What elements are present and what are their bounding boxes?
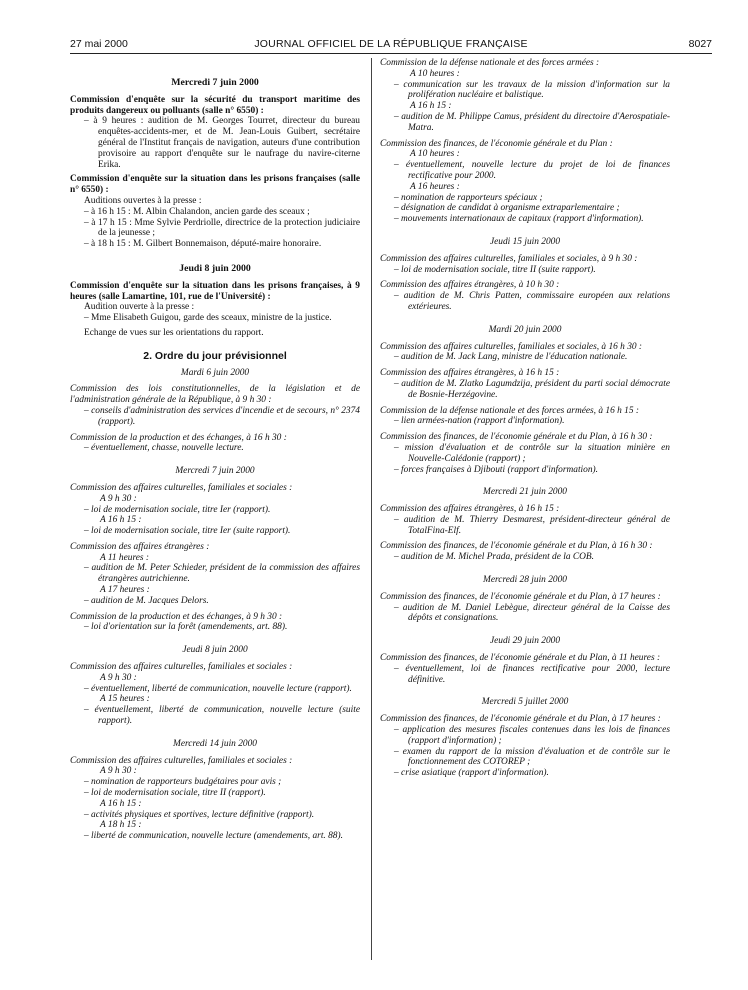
section-heading: 2. Ordre du jour prévisionnel [143, 349, 287, 362]
agenda-time: A 18 h 15 : [100, 820, 142, 831]
agenda-item: – éventuellement, nouvelle lecture du projet de loi de finances rectificative pour 2000. [394, 160, 670, 181]
agenda-item: – audition de M. Thierry Desmarest, président-directeur général de TotalFina-Elf. [394, 514, 670, 536]
commission-title: Commission d'enquête sur la situation dans les prisons françaises (salle n° 6550) : [70, 174, 360, 196]
commission-title: Commission des finances, de l'économie générale et du Plan, à 11 heures : [380, 653, 661, 664]
day-heading: Mercredi 7 juin 2000 [171, 77, 259, 88]
agenda-item: – audition de M. Chris Patten, commissaire européen aux relations extérieures. [394, 291, 670, 312]
agenda-item: – audition de M. Jack Lang, ministre de l'éducation nationale. [394, 352, 628, 363]
commission-title: Commission des affaires culturelles, familiales et sociales : [70, 482, 293, 493]
day-heading: Mercredi 28 juin 2000 [483, 575, 567, 586]
commission-title: Commission des affaires étrangères, à 16 h 15 : [380, 368, 560, 379]
agenda-item: – mouvements internationaux de capitaux (rapport d'information). [394, 214, 644, 225]
agenda-item: – éventuellement, loi de finances rectificative pour 2000, lecture définitive. [394, 663, 670, 685]
day-heading: Jeudi 29 juin 2000 [489, 636, 561, 647]
left-column [70, 58, 360, 842]
page-number: 8027 [688, 38, 712, 50]
commission-title: Commission des affaires étrangères, à 16 h 15 : [380, 504, 560, 515]
commission-title: Commission des finances, de l'économie générale et du Plan, à 16 h 30 : [380, 432, 653, 443]
agenda-item: – éventuellement, liberté de communication, nouvelle lecture (suite rapport). [84, 705, 360, 727]
header-title: JOURNAL OFFICIEL DE LA RÉPUBLIQUE FRANÇAISE [254, 38, 528, 50]
agenda-item: – activités physiques et sportives, lecture définitive (rapport). [84, 809, 315, 820]
commission-title: Commission des affaires culturelles, familiales et sociales, à 9 h 30 : [380, 253, 638, 264]
page-header [70, 38, 712, 54]
commission-title: Commission des affaires culturelles, familiales et sociales : [70, 662, 293, 673]
agenda-time: A 16 h 15 : [100, 515, 142, 526]
agenda-item: – Mme Elisabeth Guigou, garde des sceaux, ministre de la justice. [84, 313, 332, 324]
agenda-item: – à 17 h 15 : Mme Sylvie Perdriolle, directrice de la protection judiciaire de la jeunesse ; [84, 217, 360, 239]
day-heading: Mercredi 21 juin 2000 [483, 487, 567, 498]
commission-title: Commission des finances, de l'économie générale et du Plan, à 17 heures : [380, 714, 661, 725]
commission-title: Commission d'enquête sur la sécurité du transport maritime des produits dangereux ou polluants (salle n° 6550) : [70, 94, 360, 116]
agenda-item: – audition de M. Daniel Lebègue, directeur général de la Caisse des dépôts et consignations. [394, 602, 670, 624]
agenda-item: – audition de M. Philippe Camus, président du directoire d'Aerospatiale-Matra. [394, 111, 670, 133]
agenda-item: – audition de M. Zlatko Lagumdzija, président du parti social démocrate de Bosnie-Herzégovine. [394, 378, 670, 400]
agenda-item: – loi de modernisation sociale, titre II (rapport). [84, 788, 266, 799]
agenda-item: – à 18 h 15 : M. Gilbert Bonnemaison, député-maire honoraire. [84, 239, 322, 250]
commission-title: Commission d'enquête sur la situation dans les prisons françaises, à 9 heures (salle Lamartine, 101, rue de l'Université) : [70, 280, 360, 302]
agenda-time: A 15 heures : [100, 694, 150, 705]
header-date: 27 mai 2000 [70, 38, 128, 50]
agenda-item: – lien armées-nation (rapport d'information). [394, 416, 565, 427]
agenda-time: A 16 h 15 : [410, 101, 452, 112]
day-heading: Mercredi 14 juin 2000 [173, 738, 257, 749]
agenda-intro: Audition ouverte à la presse : [84, 302, 195, 313]
agenda-item: – désignation de candidat à organisme extraparlementaire ; [394, 203, 620, 214]
right-column [380, 58, 670, 779]
agenda-intro: Auditions ouvertes à la presse : [84, 195, 202, 206]
agenda-item: – à 9 heures : audition de M. Georges Tourret, directeur du bureau enquêtes-accidents-mer, et de M. Jean-Louis Guibert, secrétaire général de l'Institut français de navigation, auteurs d'une contribution provisoire au rapport d'enquête sur le naufrage du navire-citerne Erika. [84, 116, 360, 170]
day-heading: Mercredi 5 juillet 2000 [481, 697, 569, 708]
commission-title: Commission des affaires culturelles, familiales et sociales : [70, 755, 293, 766]
agenda-item: – nomination de rapporteurs budgétaires pour avis ; [84, 777, 282, 788]
day-heading: Jeudi 15 juin 2000 [489, 236, 561, 247]
agenda-time: A 10 heures : [410, 68, 460, 79]
commission-title: Commission de la défense nationale et des forces armées, à 16 h 15 : [380, 405, 639, 416]
agenda-item: – loi de modernisation sociale, titre II (suite rapport). [394, 264, 596, 275]
day-heading: Jeudi 8 juin 2000 [179, 262, 251, 274]
commission-title: Commission des finances, de l'économie générale et du Plan, à 16 h 30 : [380, 541, 653, 552]
commission-title: Commission des finances, de l'économie générale et du Plan : [380, 138, 613, 149]
agenda-item: – examen du rapport de la mission d'évaluation et de contrôle sur le fonctionnement des COTOREP ; [394, 746, 670, 768]
commission-title: Commission des finances, de l'économie générale et du Plan, à 17 heures : [380, 591, 661, 602]
agenda-item: – loi de modernisation sociale, titre Ier (rapport). [84, 504, 271, 515]
agenda-time: A 16 heures : [410, 181, 460, 192]
agenda-item: – loi d'orientation sur la forêt (amendements, art. 88). [84, 622, 288, 633]
agenda-item: – audition de M. Michel Prada, président de la COB. [394, 552, 594, 563]
agenda-item: – liberté de communication, nouvelle lecture (amendements, art. 88). [84, 831, 343, 842]
commission-title: Commission des affaires étrangères, à 10 h 30 : [380, 280, 560, 291]
header-rule [70, 53, 712, 54]
agenda-time: A 11 heures : [100, 552, 150, 563]
day-heading: Jeudi 8 juin 2000 [182, 645, 248, 656]
agenda-item: – conseils d'administration des services d'incendie et de secours, n° 2374 (rapport). [84, 405, 360, 427]
agenda-item: – crise asiatique (rapport d'information). [394, 768, 549, 779]
agenda-item: – communication sur les travaux de la mission d'information sur la prolifération nucléaire et balistique. [394, 79, 670, 101]
agenda-item: – à 16 h 15 : M. Albin Chalandon, ancien garde des sceaux ; [84, 206, 310, 217]
commission-title: Commission des affaires culturelles, familiales et sociales, à 16 h 30 : [380, 341, 643, 352]
commission-title: Commission de la production et des échanges, à 9 h 30 : [70, 611, 283, 622]
commission-title: Commission de la production et des échanges, à 16 h 30 : [70, 432, 287, 443]
day-heading: Mardi 6 juin 2000 [180, 367, 250, 378]
day-heading: Mardi 20 juin 2000 [488, 324, 562, 335]
agenda-time: A 16 h 15 : [100, 798, 142, 809]
agenda-item: – mission d'évaluation et de contrôle sur la situation minière en Nouvelle-Calédonie (rapport) ; [394, 442, 670, 464]
agenda-time: A 9 h 30 : [100, 766, 137, 777]
agenda-item: – application des mesures fiscales contenues dans les lois de finances (rapport d'information) ; [394, 725, 670, 746]
agenda-item: – loi de modernisation sociale, titre Ier (suite rapport). [84, 526, 291, 537]
agenda-item: – nomination de rapporteurs spéciaux ; [394, 192, 543, 203]
agenda-note: Echange de vues sur les orientations du rapport. [84, 327, 264, 338]
agenda-item: – audition de M. Peter Schieder, président de la commission des affaires étrangères autrichienne. [84, 563, 360, 585]
agenda-item: – forces françaises à Djibouti (rapport d'information). [394, 464, 598, 475]
agenda-time: A 17 heures : [100, 585, 150, 596]
column-separator [371, 58, 372, 960]
agenda-item: – éventuellement, chasse, nouvelle lecture. [84, 443, 244, 454]
commission-title: Commission des affaires étrangères : [70, 541, 210, 552]
agenda-item: – éventuellement, liberté de communication, nouvelle lecture (rapport). [84, 683, 352, 694]
day-heading: Mercredi 7 juin 2000 [175, 466, 255, 477]
agenda-time: A 9 h 30 : [100, 672, 137, 683]
agenda-item: – audition de M. Jacques Delors. [84, 595, 209, 606]
commission-title: Commission des lois constitutionnelles, de la législation et de l'administration générale de la République, à 9 h 30 : [70, 384, 360, 406]
agenda-time: A 9 h 30 : [100, 493, 137, 504]
agenda-time: A 10 heures : [410, 149, 460, 160]
commission-title: Commission de la défense nationale et des forces armées : [380, 58, 600, 68]
